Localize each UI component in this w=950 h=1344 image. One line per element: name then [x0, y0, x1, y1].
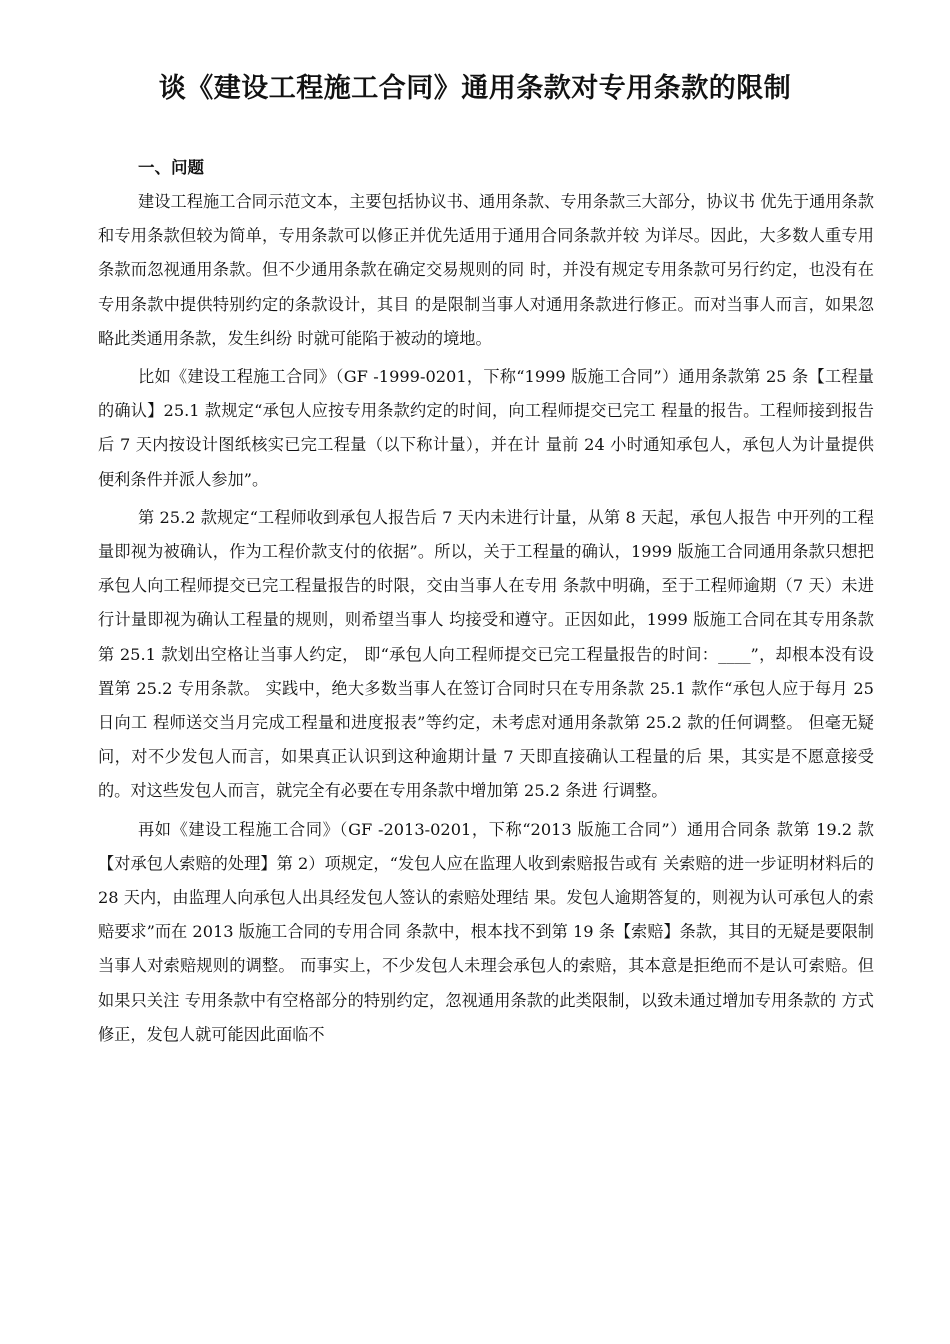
- document-title: 谈《建设工程施工合同》通用条款对专用条款的限制: [158, 73, 792, 104]
- paragraph-4: 再如《建设工程施工合同》（GF -2013-0201，下称“2013 版施工合同”）通用合同条 款第 19.2 款【对承包人索赔的处理】第 2）项规定，“发包人应在监理人收到索赔报告或有 关索赔的进一步证明材料后的 28 天内，由监理人向承包人出具经发包人签认的索赔处理结 果。发包人逾期答复的，则视为认可承包人的索赔要求”而在 2013 版施工合同的专用合同 条款中，根本找不到第 19 条【索赔】条款，其目的无疑是要限制当事人对索赔规则的调整。 而事实上，不少发包人未理会承包人的索赔，其本意是拒绝而不是认可索赔。但如果只关注 专用条款中有空格部分的特别约定，忽视通用条款的此类限制，以致未通过增加专用条款的 方式修正，发包人就可能因此面临不: [98, 819, 874, 1044]
- section-heading: 一、问题: [138, 158, 204, 177]
- paragraph-2: 比如《建设工程施工合同》（GF -1999-0201，下称“1999 版施工合同”）通用条款第 25 条【工程量的确认】25.1 款规定“承包人应按专用条款约定的时间，向工程师提交已完工 程量的报告。工程师接到报告后 7 天内按设计图纸核实已完工程量（以下称计量），并在计 量前 24 小时通知承包人，承包人为计量提供便利条件并派人参加”。: [98, 367, 874, 489]
- document-body: [98, 151, 874, 1056]
- paragraph-1: 建设工程施工合同示范文本，主要包括协议书、通用条款、专用条款三大部分，协议书 优先于通用条款和专用条款但较为简单，专用条款可以修正并优先适用于通用合同条款并较 为详尽。因此，大多数人重专用条款而忽视通用条款。但不少通用条款在确定交易规则的同 时，并没有规定专用条款可另行约定，也没有在专用条款中提供特别约定的条款设计，其目 的是限制当事人对通用条款进行修正。而对当事人而言，如果忽略此类通用条款，发生纠纷 时就可能陷于被动的境地。: [98, 192, 874, 348]
- paragraph-3: 第 25.2 款规定“工程师收到承包人报告后 7 天内未进行计量，从第 8 天起，承包人报告 中开列的工程量即视为被确认，作为工程价款支付的依据”。所以，关于工程量的确认，1999 版施工合同通用条款只想把承包人向工程师提交已完工程量报告的时限，交由当事人在专用 条款中明确，至于工程师逾期（7 天）未进行计量即视为确认工程量的规则，则希望当事人 均接受和遵守。正因如此，1999 版施工合同在其专用条款第 25.1 款划出空格让当事人约定， 即“承包人向工程师提交已完工程量报告的时间：____”，却根本没有设置第 25.2 专用条款。 实践中，绝大多数当事人在签订合同时只在专用条款 25.1 款作“承包人应于每月 25 日向工 程师送交当月完成工程量和进度报表”等约定，未考虑对通用条款第 25.2 款的任何调整。 但毫无疑问，对不少发包人而言，如果真正认识到这种逾期计量 7 天即直接确认工程量的后 果，其实是不愿意接受的。对这些发包人而言，就完全有必要在专用条款中增加第 25.2 条进 行调整。: [98, 507, 874, 801]
